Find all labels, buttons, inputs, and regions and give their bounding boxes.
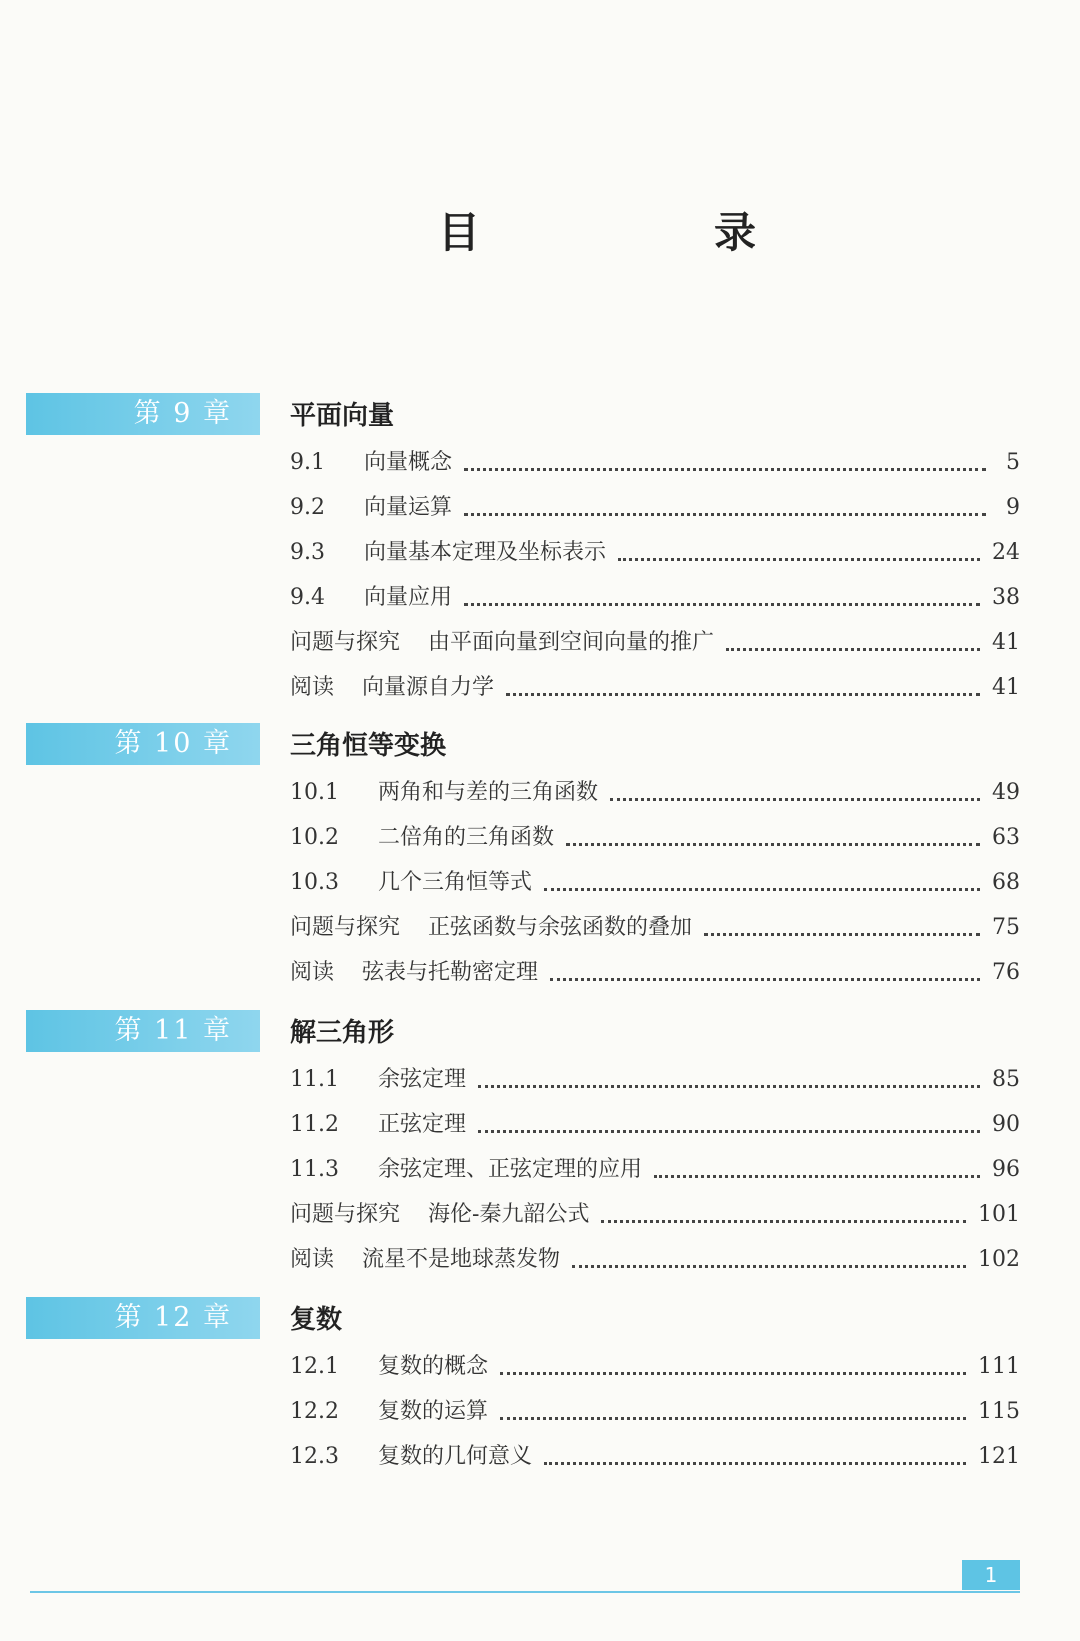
leader-dots <box>704 933 980 936</box>
section-title: 余弦定理、正弦定理的应用 <box>378 1157 643 1182</box>
toc-entry[interactable] <box>290 820 1020 865</box>
toc-entry[interactable] <box>290 1242 1020 1287</box>
toc-entry[interactable] <box>290 670 1020 715</box>
chapter-tab: 第 10 章 <box>26 723 260 765</box>
page-ref: 9 <box>1006 495 1020 520</box>
section-number: 11.1 <box>290 1067 339 1092</box>
page-title: 目 录 <box>437 208 852 257</box>
toc-entry[interactable] <box>290 1152 1020 1197</box>
section-title: 向量运算 <box>364 495 453 520</box>
section-number: 9.4 <box>290 585 325 610</box>
section-title: 向量概念 <box>364 450 453 475</box>
section-title: 向量应用 <box>364 585 453 610</box>
page-ref: 68 <box>992 870 1020 895</box>
chapter-tab: 第 12 章 <box>26 1297 260 1339</box>
page-ref: 90 <box>992 1112 1020 1137</box>
page-number: 1 <box>962 1560 1020 1590</box>
leader-dots <box>550 978 980 981</box>
section-number: 11.3 <box>290 1157 339 1182</box>
section-number: 10.1 <box>290 780 339 805</box>
leader-dots <box>464 603 980 606</box>
section-title: 二倍角的三角函数 <box>378 825 555 850</box>
leader-dots <box>464 468 986 471</box>
section-title: 复数的几何意义 <box>378 1444 533 1469</box>
toc-entry[interactable] <box>290 490 1020 535</box>
leader-dots <box>500 1372 966 1375</box>
chapter-tab: 第 9 章 <box>26 393 260 435</box>
leader-dots <box>478 1085 980 1088</box>
entry-prefix: 问题与探究 <box>290 915 401 940</box>
entry-prefix: 问题与探究 <box>290 630 401 655</box>
leader-dots <box>544 888 980 891</box>
section-number: 10.2 <box>290 825 339 850</box>
leader-dots <box>618 558 980 561</box>
leader-dots <box>500 1417 966 1420</box>
section-title: 复数的运算 <box>378 1399 489 1424</box>
section-title: 余弦定理 <box>378 1067 467 1092</box>
section-number: 9.1 <box>290 450 325 475</box>
toc-list <box>290 775 1020 1000</box>
toc-list <box>290 1062 1020 1287</box>
leader-dots <box>572 1265 966 1268</box>
page-ref: 111 <box>978 1354 1020 1379</box>
entry-prefix: 阅读 <box>290 675 335 700</box>
toc-entry[interactable] <box>290 1439 1020 1484</box>
toc-entry[interactable] <box>290 910 1020 955</box>
section-title: 两角和与差的三角函数 <box>378 780 599 805</box>
page-ref: 85 <box>992 1067 1020 1092</box>
toc-entry[interactable] <box>290 1107 1020 1152</box>
entry-prefix: 阅读 <box>290 960 335 985</box>
page-ref: 38 <box>992 585 1020 610</box>
leader-dots <box>566 843 980 846</box>
page-ref: 76 <box>992 960 1020 985</box>
section-title: 海伦-秦九韶公式 <box>428 1202 590 1227</box>
section-number: 12.3 <box>290 1444 339 1469</box>
section-title: 由平面向量到空间向量的推广 <box>428 630 715 655</box>
page-ref: 49 <box>992 780 1020 805</box>
section-number: 12.1 <box>290 1354 339 1379</box>
section-number: 9.3 <box>290 540 325 565</box>
entry-prefix: 阅读 <box>290 1247 335 1272</box>
toc-entry[interactable] <box>290 580 1020 625</box>
section-number: 9.2 <box>290 495 325 520</box>
section-title: 几个三角恒等式 <box>378 870 533 895</box>
leader-dots <box>506 693 980 696</box>
chapter-title: 解三角形 <box>290 1018 395 1048</box>
leader-dots <box>610 798 980 801</box>
leader-dots <box>478 1130 980 1133</box>
toc-list <box>290 1349 1020 1484</box>
toc-entry[interactable] <box>290 1394 1020 1439</box>
section-title: 流星不是地球蒸发物 <box>362 1247 561 1272</box>
section-title: 正弦定理 <box>378 1112 467 1137</box>
leader-dots <box>464 513 986 516</box>
toc-entry[interactable] <box>290 625 1020 670</box>
footer-rule <box>30 1591 1020 1593</box>
page-ref: 102 <box>978 1247 1020 1272</box>
chapter-title: 三角恒等变换 <box>290 731 447 761</box>
toc-entry[interactable] <box>290 445 1020 490</box>
toc-entry[interactable] <box>290 775 1020 820</box>
page-ref: 41 <box>992 630 1020 655</box>
toc-entry[interactable] <box>290 535 1020 580</box>
toc-entry[interactable] <box>290 1197 1020 1242</box>
leader-dots <box>601 1220 966 1223</box>
toc-entry[interactable] <box>290 955 1020 1000</box>
leader-dots <box>726 648 980 651</box>
toc-entry[interactable] <box>290 865 1020 910</box>
section-number: 10.3 <box>290 870 339 895</box>
entry-prefix: 问题与探究 <box>290 1202 401 1227</box>
section-title: 复数的概念 <box>378 1354 489 1379</box>
page-ref: 75 <box>992 915 1020 940</box>
page-ref: 115 <box>978 1399 1020 1424</box>
chapter-title: 平面向量 <box>290 401 395 431</box>
page-ref: 63 <box>992 825 1020 850</box>
page-ref: 5 <box>1006 450 1020 475</box>
chapter-tab: 第 11 章 <box>26 1010 260 1052</box>
toc-list <box>290 445 1020 715</box>
page-ref: 24 <box>992 540 1020 565</box>
toc-entry[interactable] <box>290 1349 1020 1394</box>
section-number: 11.2 <box>290 1112 339 1137</box>
leader-dots <box>654 1175 980 1178</box>
section-number: 12.2 <box>290 1399 339 1424</box>
page-ref: 41 <box>992 675 1020 700</box>
page-ref: 101 <box>978 1202 1020 1227</box>
section-title: 正弦函数与余弦函数的叠加 <box>428 915 693 940</box>
section-title: 弦表与托勒密定理 <box>362 960 539 985</box>
leader-dots <box>544 1462 966 1465</box>
page-ref: 96 <box>992 1157 1020 1182</box>
page-ref: 121 <box>978 1444 1020 1469</box>
section-title: 向量基本定理及坐标表示 <box>364 540 607 565</box>
section-title: 向量源自力学 <box>362 675 495 700</box>
chapter-title: 复数 <box>290 1305 343 1335</box>
toc-entry[interactable] <box>290 1062 1020 1107</box>
